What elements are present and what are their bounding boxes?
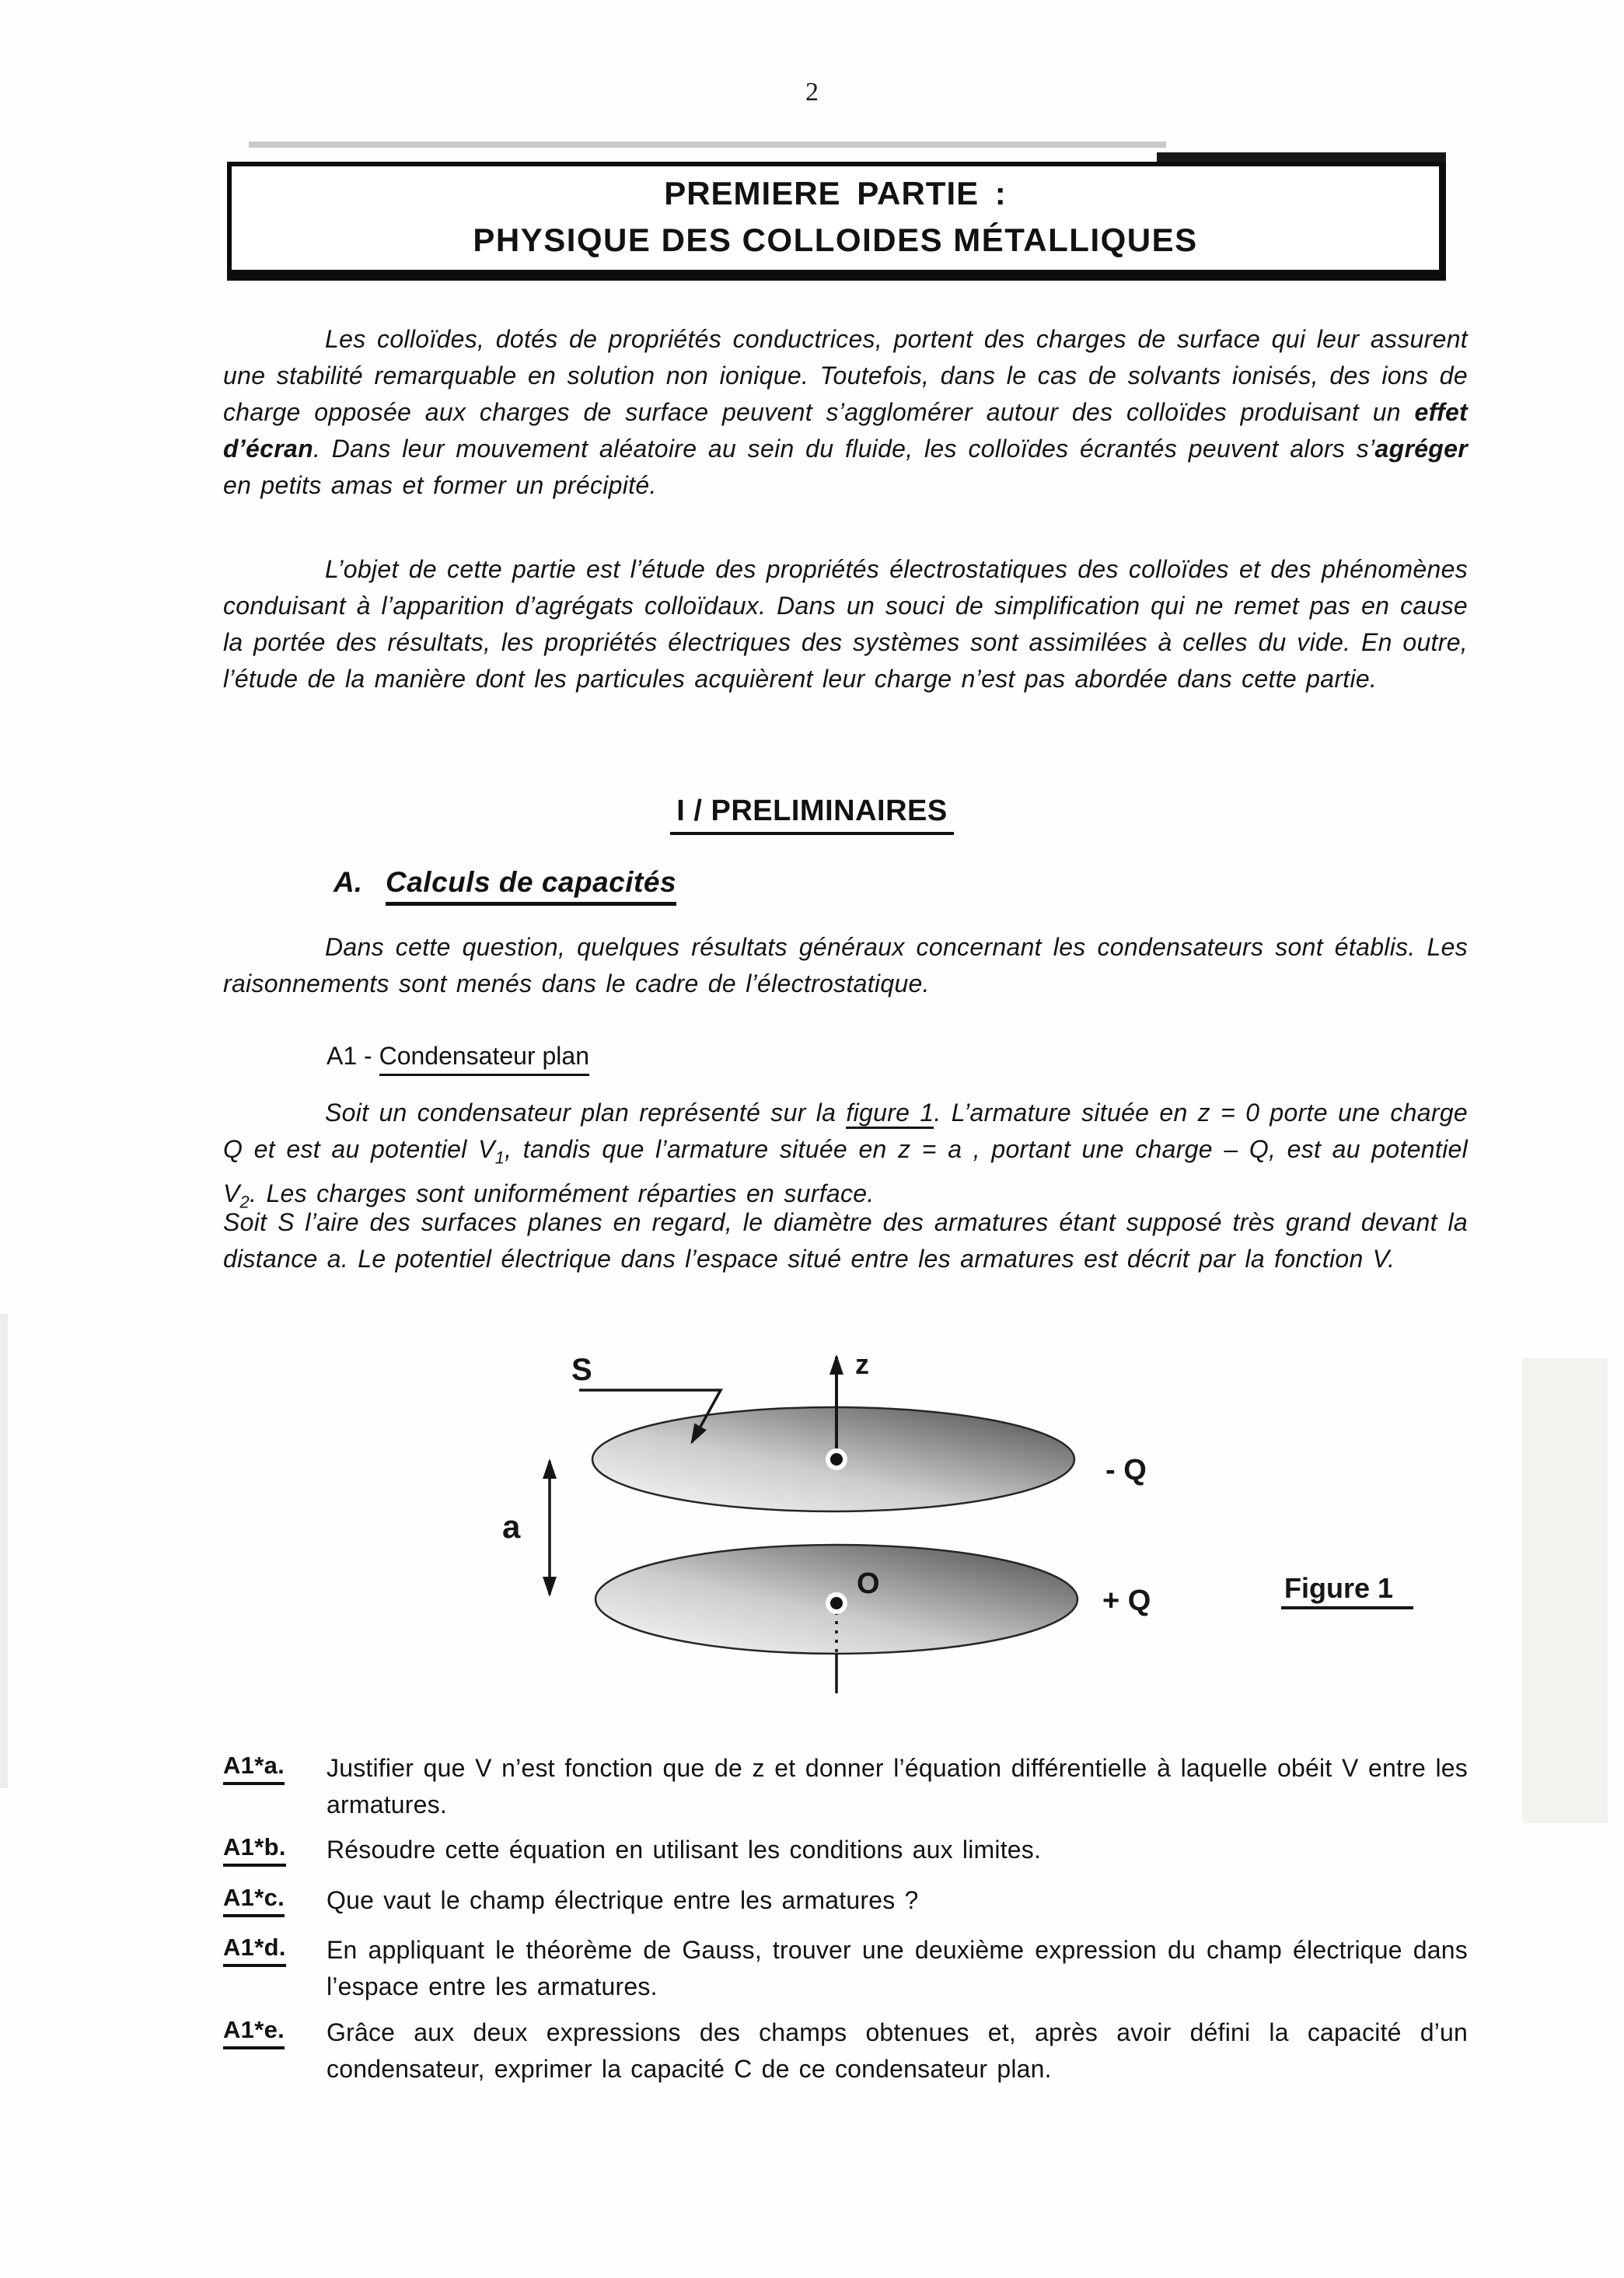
question-a1b-label: A1*b. <box>223 1833 286 1867</box>
question-a1e <box>223 2014 1468 2088</box>
section-heading-preliminaires <box>0 795 1624 835</box>
intro-p1-bold-agreger: agréger <box>1374 435 1468 463</box>
question-a1e-label: A1*e. <box>223 2016 285 2049</box>
capacitor-figure <box>435 1333 1477 1769</box>
question-a1c <box>223 1882 1468 1919</box>
paragraph-condensateur-1 <box>223 1095 1468 1221</box>
scan-artifact <box>1522 1358 1608 1823</box>
question-a1b <box>223 1832 1468 1868</box>
page-number: 2 <box>805 78 819 107</box>
top-plate-center-dot <box>830 1453 843 1466</box>
question-a1d-label: A1*d. <box>223 1934 286 1967</box>
section-heading-text: I / PRELIMINAIRES <box>670 795 953 835</box>
subsection-a-heading <box>334 866 676 906</box>
p4-text: Soit un condensateur plan représenté sur la <box>325 1099 847 1127</box>
question-a1c-text: Que vaut le champ électrique entre les armatures ? <box>327 1886 919 1914</box>
scan-artifact <box>0 1314 8 1788</box>
intro-p1-text: . Dans leur mouvement aléatoire au sein du fluide, les colloïdes écrantés peuvent alors s’ <box>313 435 1375 463</box>
origin-label: O <box>857 1567 880 1600</box>
paragraph-capacites-intro: Dans cette question, quelques résultats généraux concernant les condensateurs sont établis. Les raisonnements sont menés dans le cadre de l’électrostatique. <box>223 933 1468 997</box>
surface-label: S <box>571 1353 592 1387</box>
top-charge-label: - Q <box>1105 1454 1147 1487</box>
distance-label: a <box>502 1508 521 1545</box>
intro-p1-text: en petits amas et former un précipité. <box>223 471 657 499</box>
paragraph-condensateur-2: Soit S l’aire des surfaces planes en regard, le diamètre des armatures étant supposé très grand devant la distance a. Le potentiel électrique dans l’espace situé entre les armatures est décrit par la fonction V. <box>223 1208 1468 1273</box>
p4-text: , tandis que l’armature située en z = a , portant une charge – Q, est au potentiel V <box>223 1135 1468 1208</box>
p4-text: . Les charges sont uniformément réparties en surface. <box>250 1179 875 1208</box>
part-title-box <box>227 162 1446 281</box>
part-title-line1: PREMIERE PARTIE : <box>664 175 1007 211</box>
intro-paragraph-1 <box>223 321 1468 504</box>
z-axis-label: z <box>855 1348 869 1380</box>
question-a1a-label: A1*a. <box>223 1752 285 1785</box>
intro-p1-text: Les colloïdes, dotés de propriétés conductrices, portent des charges de surface qui leur assurent une stabilité remarquable en solution non ionique. Toutefois, dans le cas de solvants ionisés, des ions de charge opposée aux charges de surface peuvent s’agglomérer autour des colloïdes produisant un <box>223 325 1468 426</box>
origin-dot <box>830 1597 843 1609</box>
part-title-line2: PHYSIQUE DES COLLOIDES MÉTALLIQUES <box>473 222 1198 258</box>
intro-paragraph-2: L’objet de cette partie est l’étude des propriétés électrostatiques des colloïdes et des phénomènes conduisant à l’apparition d’agrégats colloïdaux. Dans un souci de simplification qui ne remet pas en cause la portée des résultats, les propriétés électriques des systèmes sont assimilées à celles du vide. En outre, l’étude de la manière dont les particules acquièrent leur charge n’est pas abordée dans cette partie. <box>223 555 1468 693</box>
subsection-a1-label: A1 - <box>327 1042 379 1070</box>
subsection-a1-title: Condensateur plan <box>379 1042 589 1076</box>
p4-subscript-2: 2 <box>239 1192 250 1212</box>
question-a1a <box>223 1750 1468 1823</box>
scan-artifact <box>249 142 1166 148</box>
figure-caption: Figure 1 <box>1284 1572 1394 1604</box>
subsection-a1-heading <box>327 1042 589 1076</box>
capacitor-figure-svg <box>435 1333 1477 1769</box>
question-a1c-label: A1*c. <box>223 1884 285 1917</box>
intro-p1-bold-effet-ecran: effet d’écran <box>223 398 1468 463</box>
question-a1b-text: Résoudre cette équation en utilisant les conditions aux limites. <box>327 1836 1042 1864</box>
p4-text: . L’armature située en z = 0 porte une charge Q et est au potentiel V <box>223 1099 1469 1163</box>
subsection-a-title: Calculs de capacités <box>386 866 676 906</box>
p4-subscript-1: 1 <box>494 1148 505 1168</box>
question-a1e-text: Grâce aux deux expressions des champs obtenues et, après avoir défini la capacité d’un condensateur, exprimer la capacité C de ce condensateur plan. <box>327 2018 1468 2083</box>
question-a1a-text: Justifier que V n’est fonction que de z et donner l’équation différentielle à laquelle obéit V entre les armatures. <box>327 1754 1468 1819</box>
bottom-charge-label: + Q <box>1102 1584 1151 1617</box>
p4-figure-reference: figure 1 <box>846 1099 934 1129</box>
question-a1d <box>223 1932 1468 2005</box>
question-a1d-text: En appliquant le théorème de Gauss, trouver une deuxième expression du champ électrique dans l’espace entre les armatures. <box>327 1936 1468 2000</box>
subsection-a-label: A. <box>334 866 362 898</box>
